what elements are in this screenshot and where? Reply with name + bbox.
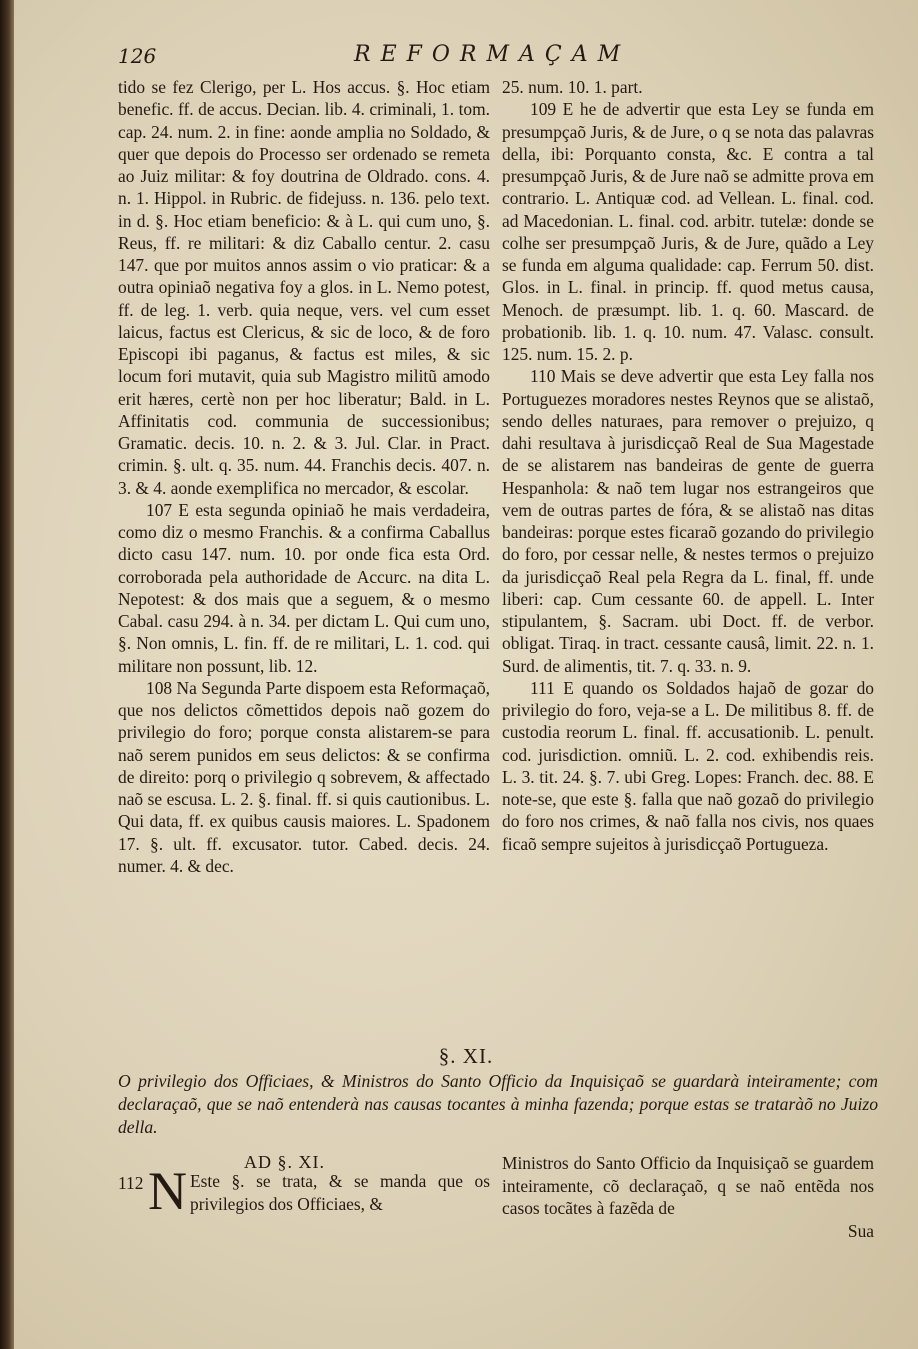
running-title: REFORMAÇAM bbox=[354, 42, 631, 67]
book-page bbox=[14, 0, 918, 1349]
book-binding-shadow bbox=[0, 0, 14, 1349]
section-heading: §. XI. bbox=[438, 1044, 494, 1068]
paragraph-109: 109 E he de advertir que esta Ley se funda em presumpçaõ Juris, & de Jure, o q se nota das palavras della, ibi: Porquanto consta, &c. E contra a tal presumpçaõ Juris, & de Jure naõ se admitte prova em contrario. L. Antiquæ cod. ad Vellean. L. final. cod. ad Macedonian. L. final. cod. arbitr. tutelæ: donde se colhe ser presumpçaõ Juris, & de Jure, quãdo a Ley se funda em alguma qualidade: cap. Ferrum 50. dist. Glos. in L. final. in princip. ff. quod metus causa, Menoch. de præsumpt. lib. 1. q. 60. Mascard. de probationib. lib. 1. q. 10. num. 47. Valasc. consult. 125. num. 15. 2. p. bbox=[502, 99, 874, 364]
paragraph-110: 110 Mais se deve advertir que esta Ley falla nos Portuguezes moradores nestes Reynos que se alistaõ, sendo delles naturaes, para remover o prejuizo, q dahi resultava à jurisdicçaõ Real de Sua Magestade de se alistarem nas bandeiras de gente de guerra Hespanhola: & naõ tem lugar nos estrangeiros que vem de outras partes de fóra, & se alistaõ nas ditas bandeiras: porque estes ficaraõ gozando do privilegio do foro, por cessar nelle, & nestes termos o prejuizo da jurisdicçaõ Real pela Regra da L. final, ff. unde liberi: cap. Cum cessante 60. de appell. L. Inter stipulantem, §. Sacram. ubi Doct. ff. de verbor. obligat. Tiraq. in tract. cessante causâ, limit. 22. n. 1. Surd. de alimentis, tit. 7. q. 33. n. 9. bbox=[502, 366, 874, 676]
section-summary: O privilegio dos Officiaes, & Ministros do Santo Officio da Inquisiçaõ se guardarà inteiramente; com declaraçaõ, que se naõ entenderà nas causas tocantes à minha fazenda; porque estas se trataràõ no Juizo della. bbox=[118, 1071, 878, 1137]
right-paragraph-continuation: 25. num. 10. 1. part. bbox=[502, 77, 643, 97]
paragraph-111: 111 E quando os Soldados hajaõ de gozar do privilegio do foro, veja-se a L. De militibus 8. ff. de custodia reorum L. final. ff. accusationib. L. penult. cod. jurisdiction. omniũ. L. 2. cod. exhibendis reis. L. 3. tit. 24. §. 7. ubi Greg. Lopes: Franch. dec. 88. E note-se, que este §. falla que naõ gozaõ do privilegio do foro nos crimes, & naõ falla nos civis, nos quaes ficaõ sempre sujeitos à jurisdicçaõ Portugueza. bbox=[502, 677, 874, 854]
commentary-right-text: Ministros do Santo Officio da Inquisiçaõ se guardem inteiramente, cõ declaraçaõ, q se naõ entẽda nos casos tocãtes à fazẽda de bbox=[502, 1153, 874, 1218]
paragraph-107: 107 E esta segunda opiniaõ he mais verdadeira, como diz o mesmo Franchis. & a confirma Caballus dicto casu 147. num. 10. por onde fica esta Ord. corroborada pela authoridade de Accurc. na dita L. Nepotest: & dos mais que a seguem, & o mesmo Cabal. casu 294. à n. 34. per dictam L. Qui cum uno, §. Non omnis, L. fin. ff. de re militari, L. 1. cod. qui militare non possunt, lib. 12. bbox=[118, 499, 490, 676]
commentary-heading: AD §. XI. bbox=[244, 1152, 325, 1172]
page-number: 126 bbox=[118, 44, 157, 68]
paragraph-108: 108 Na Segunda Parte dispoem esta Reformaçaõ, que nos delictos cõmettidos depois naõ gozem do privilegio do foro; porque consta alistarem-se para naõ serem punidos em seus delictos: & se confirma de direito: porq o privilegio q sobrevem, & affectado naõ se escusa. L. 2. §. final. ff. si quis cautionibus. L. Qui data, ff. ex quibus causis maiores. L. Spadonem 17. §. ult. ff. excusator. tutor. Cabed. decis. 24. numer. 4. & dec. bbox=[118, 677, 490, 876]
left-paragraph-continuation: tido se fez Clerigo, per L. Hos accus. §. Hoc etiam benefic. ff. de accus. Decian. lib. 4. criminali, 1. tom. cap. 24. num. 2. in fine: aonde amplia no Soldado, & quer que depois do Processo ser ordenado se remeta ao Juiz militar: & foy doutrina de Oldrado. cons. 4. n. 1. Hippol. in Rubric. de fidejuss. n. 136. pelo text. in d. §. Hoc etiam beneficio: & à L. qui cum uno, §. Reus, ff. re militari: & diz Caballo centur. 2. casu 147. que por muitos annos assim o vio praticar: & a outra opiniaõ negativa foy a glos. in L. Nemo potest, ff. de leg. 1. verb. quia neque, vers. vel cum esset laicus, factus est Clericus, & sic de loco, & de foro Episcopi ibi paganus, & factus est miles, & sic locum fori mutavit, quia sub Magistro militũ amodo erit hæres, certè non per hoc liberatur; Bald. in L. Affinitatis cod. communia de successionibus; Gramatic. decis. 10. n. 2. & 3. Jul. Clar. in Pract. crimin. §. ult. q. 35. num. 44. Franchis decis. 407. n. 3. & 4. aonde exemplifica no mercador, & escolar. bbox=[118, 77, 490, 498]
left-column bbox=[118, 76, 490, 877]
right-column bbox=[502, 76, 874, 855]
paragraph-number-112: 112 bbox=[118, 1173, 144, 1193]
commentary-left-text: Este §. se trata, & se manda que os privilegios dos Officiaes, & bbox=[190, 1171, 490, 1214]
catchword: Sua bbox=[847, 1221, 874, 1241]
drop-cap: N bbox=[148, 1161, 187, 1221]
